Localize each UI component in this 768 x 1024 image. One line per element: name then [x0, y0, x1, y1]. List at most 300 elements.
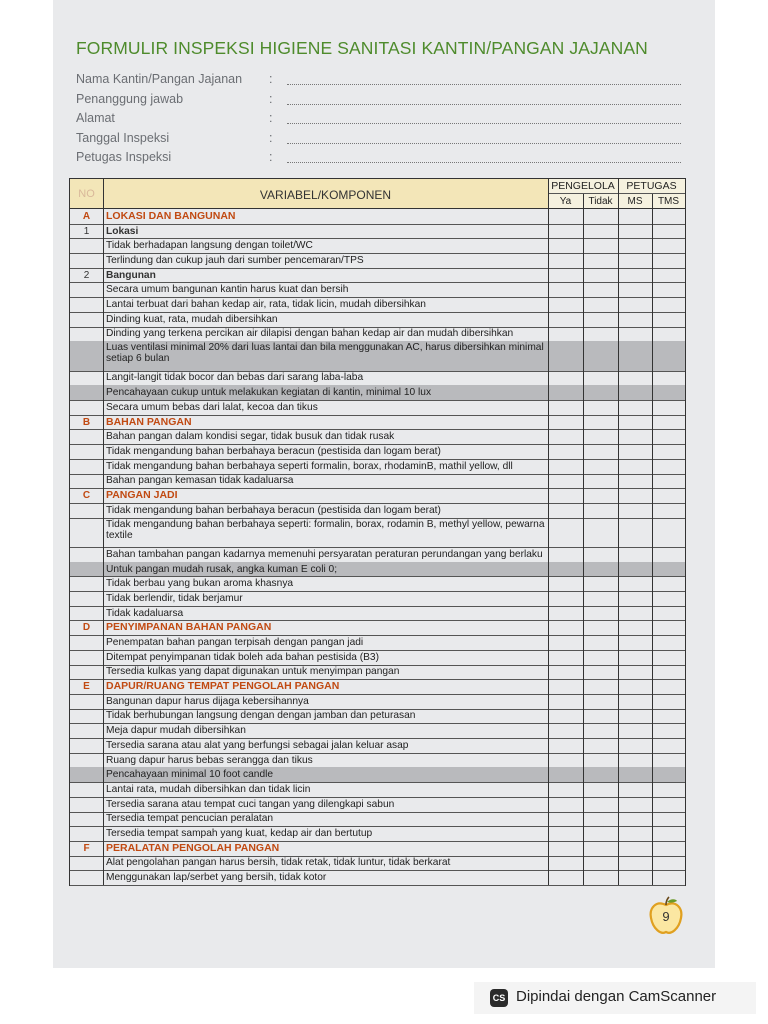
checkbox-cell-tms[interactable] — [652, 444, 685, 459]
checkbox-cell-ms[interactable] — [618, 327, 652, 342]
checkbox-cell-ya[interactable] — [548, 444, 583, 459]
row-text: Bangunan dapur harus dijaga kebersihannya — [106, 695, 309, 707]
form-field — [76, 150, 686, 168]
checkbox-cell-ms[interactable] — [618, 782, 652, 797]
section-row — [70, 415, 685, 430]
row-number: B — [82, 416, 91, 428]
row-number: D — [82, 622, 91, 634]
row-text: Meja dapur mudah dibersihkan — [106, 725, 246, 737]
checkbox-cell-ya[interactable] — [548, 518, 583, 547]
checkbox-cell-ms[interactable] — [618, 723, 652, 738]
checkbox-cell-ms[interactable] — [618, 870, 652, 885]
row-text: Lantai terbuat dari bahan kedap air, rata, tidak licin, mudah dibersihkan — [106, 299, 426, 311]
checkbox-cell-tms[interactable] — [652, 503, 685, 518]
checkbox-cell-tms[interactable] — [652, 253, 685, 268]
checkbox-cell-tms[interactable] — [652, 371, 685, 386]
checkbox-cell-tidak[interactable] — [583, 694, 618, 709]
table-row — [70, 503, 685, 518]
row-text: Tersedia tempat sampah yang kuat, kedap air dan bertutup — [106, 828, 373, 840]
header-no: NO — [78, 188, 95, 200]
checkbox-cell-ms[interactable] — [618, 576, 652, 591]
header-variabel: VARIABEL/KOMPONEN — [259, 188, 392, 202]
checkbox-cell-tms[interactable] — [652, 488, 685, 503]
row-text: Tidak kadaluarsa — [106, 607, 184, 619]
checkbox-cell-ya[interactable] — [548, 400, 583, 415]
checkbox-cell-tidak[interactable] — [583, 812, 618, 827]
table-row — [70, 709, 685, 724]
checkbox-cell-tidak[interactable] — [583, 620, 618, 635]
checkbox-cell-ms[interactable] — [618, 591, 652, 606]
form-field-colon: : — [269, 111, 273, 125]
checkbox-cell-tidak[interactable] — [583, 547, 618, 562]
checkbox-cell-tms[interactable] — [652, 385, 685, 400]
checkbox-cell-tidak[interactable] — [583, 282, 618, 297]
checkbox-cell-ms[interactable] — [618, 738, 652, 753]
checkbox-cell-ya[interactable] — [548, 459, 583, 474]
checkbox-cell-ya[interactable] — [548, 562, 583, 577]
checkbox-cell-tms[interactable] — [652, 474, 685, 489]
header-tidak: Tidak — [588, 196, 613, 207]
checkbox-cell-ya[interactable] — [548, 429, 583, 444]
checkbox-cell-tms[interactable] — [652, 327, 685, 342]
checkbox-cell-ya[interactable] — [548, 679, 583, 694]
checkbox-cell-ms[interactable] — [618, 341, 652, 370]
checkbox-cell-ms[interactable] — [618, 474, 652, 489]
checkbox-cell-tidak[interactable] — [583, 767, 618, 782]
checkbox-cell-tms[interactable] — [652, 738, 685, 753]
header-ms: MS — [627, 196, 643, 207]
form-field-colon: : — [269, 92, 273, 106]
row-number: 2 — [83, 269, 90, 281]
row-text: Pencahayaan cukup untuk melakukan kegiatan di kantin, minimal 10 lux — [106, 387, 432, 399]
table-row — [70, 371, 685, 386]
checkbox-cell-ya[interactable] — [548, 385, 583, 400]
row-text: Alat pengolahan pangan harus bersih, tidak retak, tidak luntur, tidak berkarat — [106, 857, 451, 869]
checkbox-cell-ya[interactable] — [548, 709, 583, 724]
checkbox-cell-tms[interactable] — [652, 812, 685, 827]
checkbox-cell-ya[interactable] — [548, 576, 583, 591]
row-text: Tersedia sarana atau alat yang berfungsi sebagai jalan keluar asap — [106, 739, 409, 751]
row-text: LOKASI DAN BANGUNAN — [106, 209, 236, 222]
checkbox-cell-ms[interactable] — [618, 459, 652, 474]
checkbox-cell-tms[interactable] — [652, 650, 685, 665]
checkbox-cell-tms[interactable] — [652, 297, 685, 312]
checkbox-cell-ms[interactable] — [618, 400, 652, 415]
checkbox-cell-ms[interactable] — [618, 547, 652, 562]
form-field-colon: : — [269, 131, 273, 145]
checkbox-cell-ya[interactable] — [548, 782, 583, 797]
checkbox-cell-ya[interactable] — [548, 767, 583, 782]
form-field-label: Penanggung jawab — [76, 92, 184, 106]
checkbox-cell-ms[interactable] — [618, 606, 652, 621]
checkbox-cell-tidak[interactable] — [583, 679, 618, 694]
checkbox-cell-ya[interactable] — [548, 327, 583, 342]
checkbox-cell-ms[interactable] — [618, 709, 652, 724]
checkbox-cell-ms[interactable] — [618, 841, 652, 856]
section-row — [70, 679, 685, 694]
checkbox-cell-tms[interactable] — [652, 606, 685, 621]
checkbox-cell-ya[interactable] — [548, 415, 583, 430]
checkbox-cell-tms[interactable] — [652, 709, 685, 724]
row-text: Menggunakan lap/serbet yang bersih, tidak kotor — [106, 872, 327, 884]
form-field-input-line[interactable] — [287, 162, 681, 163]
col-divider-no — [103, 179, 104, 885]
checkbox-cell-tidak[interactable] — [583, 576, 618, 591]
checkbox-cell-ms[interactable] — [618, 767, 652, 782]
checkbox-cell-tms[interactable] — [652, 797, 685, 812]
checkbox-cell-ms[interactable] — [618, 679, 652, 694]
checkbox-cell-tms[interactable] — [652, 782, 685, 797]
checkbox-cell-ya[interactable] — [548, 371, 583, 386]
checkbox-cell-tms[interactable] — [652, 665, 685, 680]
checkbox-cell-tms[interactable] — [652, 415, 685, 430]
checkbox-cell-ms[interactable] — [618, 268, 652, 283]
checkbox-cell-ya[interactable] — [548, 635, 583, 650]
checkbox-cell-tidak[interactable] — [583, 209, 618, 224]
row-text: Bahan pangan kemasan tidak kadaluarsa — [106, 475, 294, 487]
table-row — [70, 474, 685, 489]
row-text: Tidak mengandung bahan berbahaya seperti formalin, borax, rhodaminB, mathil yellow, dll — [106, 460, 513, 472]
row-number: E — [83, 681, 90, 693]
checkbox-cell-tms[interactable] — [652, 518, 685, 547]
row-number: C — [82, 490, 91, 502]
row-text: Bahan pangan dalam kondisi segar, tidak busuk dan tidak rusak — [106, 431, 395, 443]
checkbox-cell-tidak[interactable] — [583, 738, 618, 753]
row-number: A — [82, 210, 91, 222]
table-row — [70, 767, 685, 782]
row-text: PANGAN JADI — [106, 489, 178, 502]
row-text: Tidak berhadapan langsung dengan toilet/WC — [106, 240, 313, 252]
checkbox-cell-ya[interactable] — [548, 224, 583, 239]
row-text: Luas ventilasi minimal 20% dari luas lantai dan bila menggunakan AC, harus dibersihkan minimal setiap 6 bulan — [106, 342, 544, 365]
checkbox-cell-tms[interactable] — [652, 753, 685, 768]
row-text: PENYIMPANAN BAHAN PANGAN — [106, 621, 272, 634]
row-text: Lantai rata, mudah dibersihkan dan tidak licin — [106, 783, 311, 795]
form-field-colon: : — [269, 150, 273, 164]
checkbox-cell-ms[interactable] — [618, 297, 652, 312]
checkbox-cell-tidak[interactable] — [583, 856, 618, 871]
checkbox-cell-tms[interactable] — [652, 282, 685, 297]
checkbox-cell-tms[interactable] — [652, 767, 685, 782]
row-text: Bahan tambahan pangan kadarnya memenuhi persyaratan peraturan perundangan yang berlaku — [106, 548, 543, 560]
camscanner-text: Dipindai dengan CamScanner — [516, 988, 717, 1005]
row-text: Tersedia sarana atau tempat cuci tangan yang dilengkapi sabun — [106, 798, 395, 810]
form-title: FORMULIR INSPEKSI HIGIENE SANITASI KANTIN/PANGAN JAJANAN — [76, 38, 648, 58]
form-field-input-line[interactable] — [287, 84, 681, 85]
checkbox-cell-ya[interactable] — [548, 591, 583, 606]
row-text: Langit-langit tidak bocor dan bebas dari sarang laba-laba — [106, 372, 364, 384]
checkbox-cell-tidak[interactable] — [583, 474, 618, 489]
checkbox-cell-ya[interactable] — [548, 238, 583, 253]
form-field — [76, 92, 686, 110]
checkbox-cell-ya[interactable] — [548, 841, 583, 856]
table-row — [70, 297, 685, 312]
checkbox-cell-tidak[interactable] — [583, 591, 618, 606]
checkbox-cell-tms[interactable] — [652, 547, 685, 562]
table-row — [70, 723, 685, 738]
checkbox-cell-ms[interactable] — [618, 856, 652, 871]
row-text: PERALATAN PENGOLAH PANGAN — [106, 841, 280, 854]
checkbox-cell-ms[interactable] — [618, 488, 652, 503]
table-row — [70, 812, 685, 827]
row-text: Secara umum bebas dari lalat, kecoa dan tikus — [106, 401, 318, 413]
row-text: Untuk pangan mudah rusak, angka kuman E coli 0; — [106, 563, 338, 575]
checkbox-cell-ms[interactable] — [618, 253, 652, 268]
checkbox-cell-tidak[interactable] — [583, 650, 618, 665]
section-row — [70, 209, 685, 224]
checkbox-cell-tidak[interactable] — [583, 385, 618, 400]
checkbox-cell-tidak[interactable] — [583, 488, 618, 503]
checkbox-cell-ya[interactable] — [548, 606, 583, 621]
checkbox-cell-tidak[interactable] — [583, 797, 618, 812]
checkbox-cell-tidak[interactable] — [583, 444, 618, 459]
checkbox-cell-ya[interactable] — [548, 826, 583, 841]
table-row — [70, 341, 685, 370]
checkbox-cell-ya[interactable] — [548, 268, 583, 283]
checkbox-cell-ms[interactable] — [618, 797, 652, 812]
row-text: Tidak berbau yang bukan aroma khasnya — [106, 578, 294, 590]
table-row — [70, 429, 685, 444]
form-field-label: Petugas Inspeksi — [76, 150, 172, 164]
checkbox-cell-ms[interactable] — [618, 415, 652, 430]
row-text: Dinding kuat, rata, mudah dibersihkan — [106, 313, 278, 325]
checkbox-cell-ya[interactable] — [548, 547, 583, 562]
checkbox-cell-ms[interactable] — [618, 503, 652, 518]
checkbox-cell-ms[interactable] — [618, 518, 652, 547]
checkbox-cell-ms[interactable] — [618, 385, 652, 400]
checkbox-cell-ya[interactable] — [548, 856, 583, 871]
checkbox-cell-tms[interactable] — [652, 826, 685, 841]
checkbox-cell-tms[interactable] — [652, 562, 685, 577]
table-row — [70, 665, 685, 680]
checkbox-cell-tms[interactable] — [652, 620, 685, 635]
checkbox-cell-ms[interactable] — [618, 312, 652, 327]
row-text: DAPUR/RUANG TEMPAT PENGOLAH PANGAN — [106, 680, 340, 693]
checkbox-cell-tidak[interactable] — [583, 606, 618, 621]
checkbox-cell-ya[interactable] — [548, 738, 583, 753]
checkbox-cell-ya[interactable] — [548, 474, 583, 489]
checkbox-cell-tidak[interactable] — [583, 723, 618, 738]
checkbox-cell-ya[interactable] — [548, 209, 583, 224]
checkbox-cell-tms[interactable] — [652, 679, 685, 694]
checkbox-cell-ya[interactable] — [548, 341, 583, 370]
checkbox-cell-ya[interactable] — [548, 694, 583, 709]
checkbox-cell-tidak[interactable] — [583, 253, 618, 268]
checkbox-cell-ms[interactable] — [618, 371, 652, 386]
checkbox-cell-tidak[interactable] — [583, 297, 618, 312]
checkbox-cell-tms[interactable] — [652, 870, 685, 885]
checkbox-cell-tidak[interactable] — [583, 429, 618, 444]
checkbox-cell-ms[interactable] — [618, 694, 652, 709]
checkbox-cell-tms[interactable] — [652, 400, 685, 415]
checkbox-cell-tms[interactable] — [652, 591, 685, 606]
checkbox-cell-ya[interactable] — [548, 812, 583, 827]
form-field — [76, 111, 686, 129]
section-row — [70, 488, 685, 503]
col-divider-variabel — [548, 179, 549, 885]
checkbox-cell-ms[interactable] — [618, 635, 652, 650]
row-text: Terlindung dan cukup jauh dari sumber pencemaran/TPS — [106, 254, 364, 266]
header-pengelola: PENGELOLA — [551, 180, 615, 192]
col-divider-ms — [652, 194, 653, 885]
page-number-badge — [648, 896, 684, 936]
form-field-label: Tanggal Inspeksi — [76, 131, 170, 145]
form-field — [76, 72, 686, 90]
checkbox-cell-ms[interactable] — [618, 753, 652, 768]
table-row — [70, 738, 685, 753]
row-text: Dinding yang terkena percikan air dilapisi dengan bahan kedap air dan mudah dibersihkan — [106, 328, 514, 340]
row-text: Ditempat penyimpanan tidak boleh ada bahan pestisida (B3) — [106, 651, 379, 663]
checkbox-cell-tidak[interactable] — [583, 503, 618, 518]
checkbox-cell-ya[interactable] — [548, 797, 583, 812]
checkbox-cell-tms[interactable] — [652, 841, 685, 856]
checkbox-cell-ya[interactable] — [548, 503, 583, 518]
row-text: Tidak mengandung bahan berbahaya beracun (pestisida dan logam berat) — [106, 504, 441, 516]
table-row — [70, 856, 685, 871]
section-row — [70, 620, 685, 635]
inspection-table — [69, 178, 686, 886]
checkbox-cell-tms[interactable] — [652, 238, 685, 253]
checkbox-cell-tidak[interactable] — [583, 400, 618, 415]
checkbox-cell-tidak[interactable] — [583, 870, 618, 885]
table-row — [70, 753, 685, 768]
checkbox-cell-tidak[interactable] — [583, 841, 618, 856]
table-row — [70, 312, 685, 327]
row-text: Ruang dapur harus bebas serangga dan tikus — [106, 754, 313, 766]
row-text: Tidak berhubungan langsung dengan dengan jamban dan peturasan — [106, 710, 416, 722]
checkbox-cell-ms[interactable] — [618, 444, 652, 459]
row-text: Tersedia kulkas yang dapat digunakan untuk menyimpan pangan — [106, 666, 400, 678]
row-text: Tidak berlendir, tidak berjamur — [106, 592, 243, 604]
table-row — [70, 782, 685, 797]
checkbox-cell-tidak[interactable] — [583, 238, 618, 253]
row-number: F — [83, 842, 90, 854]
checkbox-cell-ms[interactable] — [618, 224, 652, 239]
row-text: Bangunan — [106, 269, 156, 281]
checkbox-cell-tms[interactable] — [652, 856, 685, 871]
checkbox-cell-ya[interactable] — [548, 488, 583, 503]
checkbox-cell-tms[interactable] — [652, 635, 685, 650]
checkbox-cell-tidak[interactable] — [583, 665, 618, 680]
row-text: Tidak mengandung bahan berbahaya beracun (pestisida dan logam berat) — [106, 445, 441, 457]
table-row — [70, 694, 685, 709]
checkbox-cell-tidak[interactable] — [583, 753, 618, 768]
checkbox-cell-tms[interactable] — [652, 268, 685, 283]
checkbox-cell-tms[interactable] — [652, 224, 685, 239]
checkbox-cell-tms[interactable] — [652, 209, 685, 224]
page-number: 9 — [662, 909, 670, 924]
checkbox-cell-tidak[interactable] — [583, 268, 618, 283]
col-divider-ya — [583, 194, 584, 885]
table-row — [70, 635, 685, 650]
checkbox-cell-ya[interactable] — [548, 297, 583, 312]
checkbox-cell-tms[interactable] — [652, 341, 685, 370]
row-text: Secara umum bangunan kantin harus kuat dan bersih — [106, 284, 349, 296]
checkbox-cell-ms[interactable] — [618, 650, 652, 665]
checkbox-cell-ya[interactable] — [548, 282, 583, 297]
checkbox-cell-tidak[interactable] — [583, 635, 618, 650]
table-row — [70, 591, 685, 606]
checkbox-cell-tidak[interactable] — [583, 562, 618, 577]
camscanner-logo-icon: CS — [490, 989, 508, 1007]
checkbox-cell-ms[interactable] — [618, 812, 652, 827]
header-ya: Ya — [559, 196, 572, 207]
table-row — [70, 238, 685, 253]
table-row — [70, 547, 685, 562]
row-divider — [70, 885, 685, 886]
checkbox-cell-ya[interactable] — [548, 723, 583, 738]
table-row — [70, 327, 685, 342]
checkbox-cell-ms[interactable] — [618, 209, 652, 224]
checkbox-cell-ms[interactable] — [618, 238, 652, 253]
checkbox-cell-ya[interactable] — [548, 620, 583, 635]
checkbox-cell-tidak[interactable] — [583, 327, 618, 342]
checkbox-cell-tidak[interactable] — [583, 224, 618, 239]
checkbox-cell-ya[interactable] — [548, 253, 583, 268]
checkbox-cell-tidak[interactable] — [583, 415, 618, 430]
col-divider-pengelola — [618, 179, 619, 885]
form-field-input-line[interactable] — [287, 143, 681, 144]
checkbox-cell-ms[interactable] — [618, 620, 652, 635]
table-row — [70, 650, 685, 665]
checkbox-cell-ms[interactable] — [618, 826, 652, 841]
checkbox-cell-ya[interactable] — [548, 753, 583, 768]
table-row — [70, 253, 685, 268]
checkbox-cell-tidak[interactable] — [583, 371, 618, 386]
row-number: 1 — [83, 225, 90, 237]
checkbox-cell-tms[interactable] — [652, 312, 685, 327]
checkbox-cell-ms[interactable] — [618, 282, 652, 297]
checkbox-cell-tms[interactable] — [652, 459, 685, 474]
checkbox-cell-tidak[interactable] — [583, 341, 618, 370]
table-row — [70, 224, 685, 239]
form-field-label: Alamat — [76, 111, 115, 125]
form-field-input-line[interactable] — [287, 123, 681, 124]
row-text: Pencahayaan minimal 10 foot candle — [106, 769, 274, 781]
checkbox-cell-ya[interactable] — [548, 870, 583, 885]
checkbox-cell-tidak[interactable] — [583, 459, 618, 474]
form-field-label: Nama Kantin/Pangan Jajanan — [76, 72, 243, 86]
checkbox-cell-ms[interactable] — [618, 429, 652, 444]
form-field-colon: : — [269, 72, 273, 86]
checkbox-cell-ya[interactable] — [548, 650, 583, 665]
checkbox-cell-ms[interactable] — [618, 562, 652, 577]
table-row — [70, 576, 685, 591]
row-text: Tersedia tempat pencucian peralatan — [106, 813, 274, 825]
checkbox-cell-tms[interactable] — [652, 723, 685, 738]
table-row — [70, 797, 685, 812]
table-row — [70, 518, 685, 547]
checkbox-cell-tidak[interactable] — [583, 518, 618, 547]
checkbox-cell-tms[interactable] — [652, 429, 685, 444]
row-text: BAHAN PANGAN — [106, 415, 192, 428]
checkbox-cell-ya[interactable] — [548, 665, 583, 680]
checkbox-cell-tms[interactable] — [652, 694, 685, 709]
checkbox-cell-ms[interactable] — [618, 665, 652, 680]
checkbox-cell-tidak[interactable] — [583, 709, 618, 724]
form-field — [76, 131, 686, 149]
checkbox-cell-tidak[interactable] — [583, 312, 618, 327]
checkbox-cell-tms[interactable] — [652, 576, 685, 591]
form-field-input-line[interactable] — [287, 104, 681, 105]
table-row — [70, 282, 685, 297]
checkbox-cell-ya[interactable] — [548, 312, 583, 327]
table-row — [70, 870, 685, 885]
camscanner-watermark — [474, 982, 756, 1014]
checkbox-cell-tidak[interactable] — [583, 782, 618, 797]
checkbox-cell-tidak[interactable] — [583, 826, 618, 841]
header-subdivider — [548, 193, 685, 194]
